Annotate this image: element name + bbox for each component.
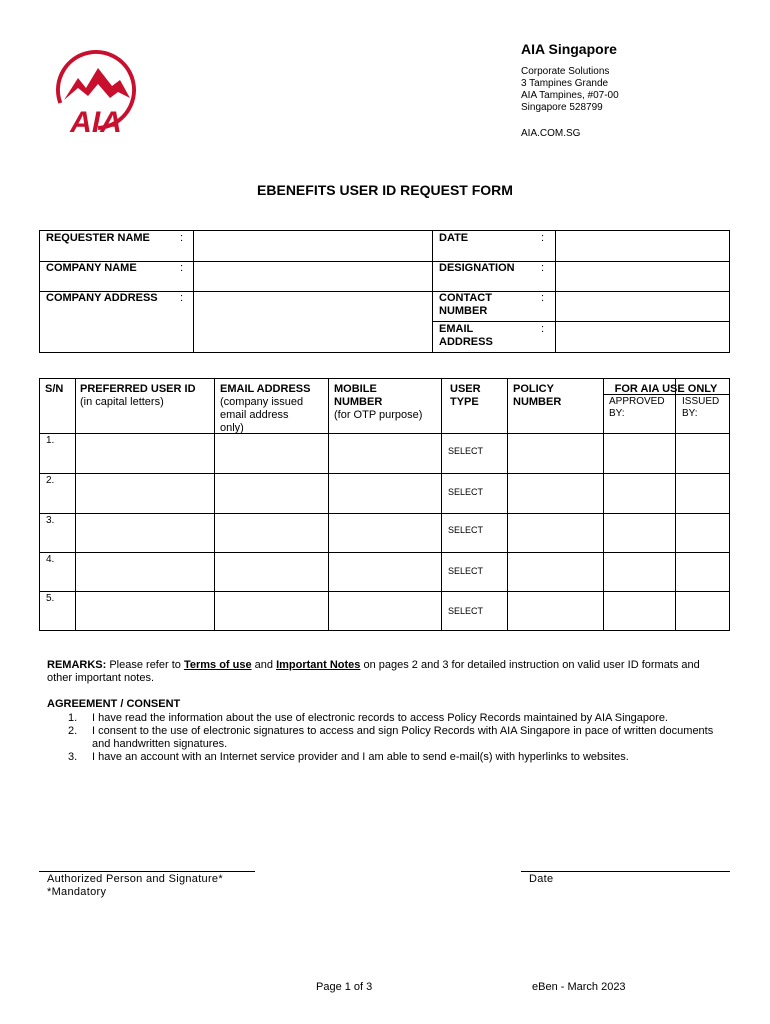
- agreement-item: 3. I have an account with an Internet service provider and I am able to send e-mail(s) with hyperlinks to websites.: [68, 751, 629, 763]
- company-address-label: COMPANY ADDRESS: [46, 292, 158, 304]
- sn-header: S/N: [45, 383, 64, 395]
- designation-label: DESIGNATION: [439, 262, 515, 274]
- date-signature-field[interactable]: [521, 830, 730, 870]
- colon: :: [180, 262, 184, 274]
- date-signature-label: Date: [529, 873, 554, 885]
- aia-logo: [50, 48, 142, 138]
- email-address-header: EMAIL ADDRESS (company issued email address only): [220, 383, 311, 434]
- important-notes-link[interactable]: Important Notes: [276, 659, 361, 671]
- company-address-field[interactable]: [194, 292, 432, 352]
- agreement-title: AGREEMENT / CONSENT: [47, 698, 181, 710]
- company-name-field[interactable]: [194, 262, 432, 291]
- colon: :: [180, 292, 184, 304]
- user-type-select[interactable]: SELECT: [448, 525, 484, 535]
- colon: :: [541, 232, 545, 244]
- user-type-select[interactable]: SELECT: [448, 446, 484, 456]
- company-name: AIA Singapore: [521, 41, 617, 57]
- row-number: 3.: [46, 515, 55, 526]
- form-version: eBen - March 2023: [532, 981, 626, 993]
- policy-number-header: POLICY NUMBER: [513, 383, 562, 408]
- contact-number-label: CONTACT NUMBER: [439, 292, 492, 317]
- agreement-item: 2. I consent to the use of electronic signatures to access and sign Policy Records with AIA Singapore in pace of written documents and handwritten signatures.: [68, 725, 714, 750]
- user-type-select[interactable]: SELECT: [448, 566, 484, 576]
- date-line: [521, 871, 730, 872]
- website: AIA.COM.SG: [521, 128, 581, 139]
- user-type-header: USER TYPE: [450, 383, 481, 408]
- signature-line: [39, 871, 255, 872]
- row-number: 4.: [46, 554, 55, 565]
- address-line: Corporate Solutions: [521, 66, 610, 77]
- date-label: DATE: [439, 232, 469, 244]
- mobile-number-header: MOBILE NUMBER (for OTP purpose): [334, 383, 423, 421]
- user-type-select[interactable]: SELECT: [448, 606, 484, 616]
- contact-number-field[interactable]: [556, 292, 730, 321]
- address-line: Singapore 528799: [521, 102, 603, 113]
- remarks: REMARKS: Please refer to Terms of use and Important Notes on pages 2 and 3 for detailed instruction on valid user ID formats and other important notes.: [47, 659, 700, 684]
- requester-name-field[interactable]: [194, 231, 432, 261]
- agreement-item: 1. I have read the information about the use of electronic records to access Policy Records maintained by AIA Singapore.: [68, 712, 668, 724]
- row-number: 1.: [46, 435, 55, 446]
- user-type-select[interactable]: SELECT: [448, 487, 484, 497]
- signature-label: Authorized Person and Signature*: [47, 873, 223, 885]
- issued-by-header: ISSUED BY:: [682, 396, 720, 419]
- page-number: Page 1 of 3: [316, 981, 373, 993]
- colon: :: [541, 262, 545, 274]
- preferred-user-id-header: PREFERRED USER ID (in capital letters): [80, 383, 196, 408]
- row-number: 2.: [46, 475, 55, 486]
- address-line: AIA Tampines, #07-00: [521, 90, 619, 101]
- address-line: 3 Tampines Grande: [521, 78, 609, 89]
- requester-name-label: REQUESTER NAME: [46, 232, 150, 244]
- user-request-table: [39, 378, 730, 631]
- terms-of-use-link[interactable]: Terms of use: [183, 659, 252, 671]
- row-number: 5.: [46, 593, 55, 604]
- email-address-label: EMAIL ADDRESS: [439, 323, 493, 348]
- agreement-list: [66, 712, 726, 764]
- mandatory-note: *Mandatory: [47, 886, 107, 898]
- colon: :: [180, 232, 184, 244]
- aia-use-header: FOR AIA USE ONLY: [614, 383, 718, 395]
- svg-text:AIA: AIA: [70, 106, 122, 138]
- approved-by-header: APPROVED BY:: [609, 396, 665, 419]
- form-title: EBENEFITS USER ID REQUEST FORM: [257, 182, 513, 198]
- company-name-label: COMPANY NAME: [46, 262, 137, 274]
- designation-field[interactable]: [556, 262, 730, 291]
- email-address-field[interactable]: [556, 322, 730, 352]
- signature-field[interactable]: [39, 830, 255, 870]
- requester-table: [39, 230, 730, 353]
- date-field[interactable]: [556, 231, 730, 261]
- colon: :: [541, 292, 545, 304]
- colon: :: [541, 323, 545, 335]
